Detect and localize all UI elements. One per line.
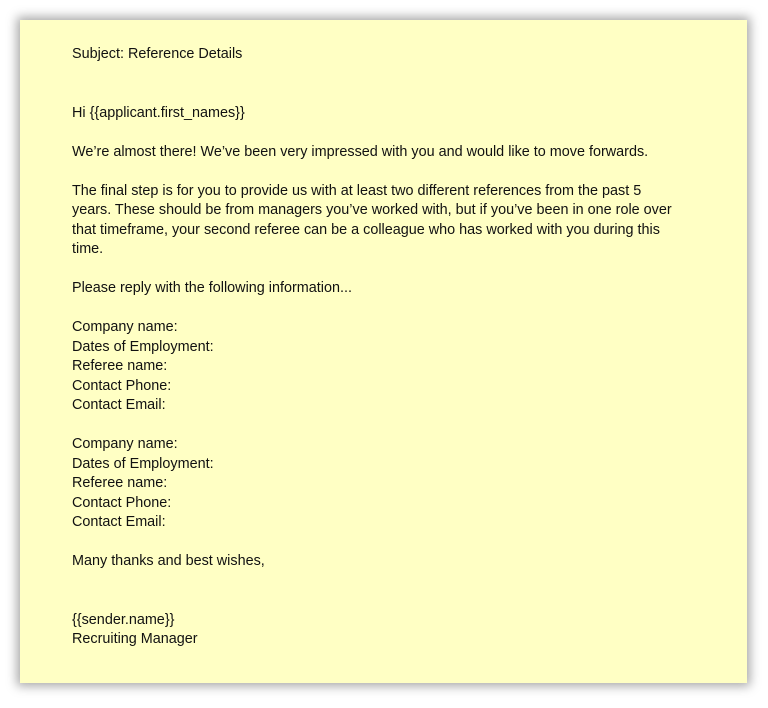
subject-line: Subject: Reference Details — [72, 46, 243, 62]
final-step-line: years. These should be from managers you’ve worked with, but if you’ve been in one role over — [72, 202, 672, 218]
dates-of-employment-field: Dates of Employment: — [72, 455, 214, 472]
intro-paragraph: We’re almost there! We’ve been very impressed with you and would like to move forwards. — [72, 143, 649, 160]
final-step-line: that timeframe, your second referee can be a colleague who has worked with you during this — [72, 221, 660, 238]
reply-prompt: Please reply with the following information... — [72, 280, 352, 296]
dates-of-employment-field: Dates of Employment: — [72, 338, 214, 355]
final-step-paragraph — [72, 182, 707, 260]
company-name-field: Company name: — [72, 319, 178, 335]
contact-phone-field: Contact Phone: — [72, 494, 172, 511]
reference-block-1 — [72, 318, 707, 416]
contact-phone-field: Contact Phone: — [72, 377, 172, 394]
final-step-line: time. — [72, 241, 104, 257]
reference-block-2 — [72, 435, 707, 533]
closing-line: Many thanks and best wishes, — [72, 553, 265, 569]
company-name-field: Company name: — [72, 436, 178, 452]
referee-name-field: Referee name: — [72, 475, 168, 491]
contact-email-field: Contact Email: — [72, 514, 166, 530]
email-template-note — [20, 20, 747, 683]
greeting-line: Hi {{applicant.first_names}} — [72, 104, 245, 121]
contact-email-field: Contact Email: — [72, 397, 166, 413]
sender-name: {{sender.name}} — [72, 611, 175, 628]
sender-title: Recruiting Manager — [72, 631, 198, 647]
referee-name-field: Referee name: — [72, 358, 168, 374]
final-step-line: The final step is for you to provide us with at least two different references from the past 5 — [72, 182, 642, 199]
